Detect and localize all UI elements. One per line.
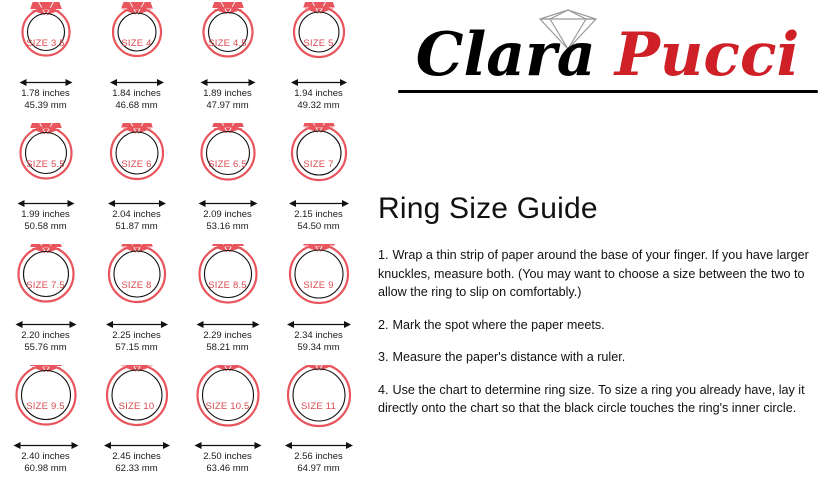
ring-measurements	[273, 88, 364, 111]
ring-size-cell	[273, 121, 364, 242]
ring-illustration	[91, 0, 182, 72]
brand-wordmark	[376, 22, 839, 88]
ring-inches: 1.94 inches	[294, 88, 343, 99]
ring-size-label: SIZE 11	[300, 401, 337, 412]
ring-inches: 2.50 inches	[203, 451, 252, 462]
ring-size-cell	[91, 121, 182, 242]
guide-step-text: Wrap a thin strip of paper around the base of your finger. If you have larger knuckles, measure both. (You may want to choose a size between the two to allow the ring to slip on comfortably.)	[378, 248, 809, 299]
ring-size-cell	[0, 363, 91, 484]
ring-size-label: SIZE 10.5	[205, 401, 250, 412]
ring-measurements	[91, 330, 182, 353]
ring-size-label: SIZE 9	[303, 280, 334, 291]
ring-mm: 54.50 mm	[297, 220, 340, 232]
ring-size-label: SIZE 8.5	[208, 280, 247, 291]
ring-illustration	[182, 121, 273, 193]
ring-illustration	[91, 242, 182, 314]
ring-size-label: SIZE 9.5	[26, 401, 65, 412]
ring-mm: 62.33 mm	[115, 462, 158, 474]
ring-mm: 46.68 mm	[115, 99, 158, 111]
ring-illustration	[182, 363, 273, 435]
ring-illustration	[0, 0, 91, 72]
ring-size-cell	[182, 363, 273, 484]
ring-inches: 2.09 inches	[203, 209, 252, 220]
ring-size-cell	[0, 242, 91, 363]
ring-size-cell	[0, 0, 91, 121]
ring-mm: 50.58 mm	[24, 220, 67, 232]
ring-mm: 53.16 mm	[206, 220, 249, 232]
ring-inches: 2.29 inches	[203, 330, 252, 341]
ring-illustration	[273, 0, 364, 72]
ring-measurements	[182, 330, 273, 353]
guide-step-text: Use the chart to determine ring size. To size a ring you already have, lay it directly onto the chart so that the black circle touches the ring's inner circle.	[378, 382, 805, 415]
ring-inches: 2.15 inches	[294, 209, 343, 220]
ring-inches: 2.45 inches	[112, 451, 161, 462]
ring-size-label: SIZE 4.5	[208, 38, 247, 49]
ring-measurements	[273, 451, 364, 474]
ring-size-cell	[182, 242, 273, 363]
guide-step-number: 2.	[378, 317, 389, 332]
ring-size-cell	[91, 242, 182, 363]
ring-size-label: SIZE 4	[121, 38, 152, 49]
ring-measurements	[182, 88, 273, 111]
guide-step-text: Measure the paper's distance with a ruler.	[392, 350, 626, 364]
ring-size-cell	[273, 363, 364, 484]
ring-mm: 49.32 mm	[297, 99, 340, 111]
ring-inches: 2.56 inches	[294, 451, 343, 462]
ring-mm: 57.15 mm	[115, 341, 158, 353]
guide-step-number: 3.	[378, 350, 389, 364]
page-title: Ring Size Guide	[378, 192, 598, 225]
ring-measurements	[273, 330, 364, 353]
brand-first: Clara	[415, 20, 596, 90]
ring-measurements	[91, 451, 182, 474]
table-row	[0, 121, 366, 242]
ring-mm: 58.21 mm	[206, 341, 249, 353]
ring-illustration	[0, 242, 91, 314]
ring-size-cell	[273, 242, 364, 363]
ring-inches: 2.40 inches	[21, 451, 70, 462]
ring-measurements	[273, 209, 364, 232]
ring-mm: 60.98 mm	[24, 462, 67, 474]
ring-inches: 1.99 inches	[21, 209, 70, 220]
logo-underline	[398, 90, 818, 93]
ring-measurements	[0, 330, 91, 353]
guide-step	[378, 246, 830, 302]
ring-illustration	[273, 242, 364, 314]
ring-inches: 1.84 inches	[112, 88, 161, 99]
guide-step-text: Mark the spot where the paper meets.	[392, 317, 605, 332]
ring-mm: 47.97 mm	[206, 99, 249, 111]
ring-size-cell	[91, 363, 182, 484]
ring-inches: 2.20 inches	[21, 330, 70, 341]
ring-inches: 2.04 inches	[112, 209, 161, 220]
ring-mm: 64.97 mm	[297, 462, 340, 474]
ring-measurements	[0, 209, 91, 232]
ring-inches: 2.25 inches	[112, 330, 161, 341]
ring-size-label: SIZE 10	[118, 401, 155, 412]
brand-logo	[376, 4, 839, 114]
ring-illustration	[273, 363, 364, 435]
ring-size-label: SIZE 8	[121, 280, 152, 291]
ring-size-cell	[91, 0, 182, 121]
ring-measurements	[91, 209, 182, 232]
ring-size-label: SIZE 6	[121, 159, 152, 170]
guide-step	[378, 348, 830, 367]
ring-inches: 2.34 inches	[294, 330, 343, 341]
ring-illustration	[182, 0, 273, 72]
guide-step-number: 4.	[378, 382, 389, 397]
right-panel	[366, 0, 839, 501]
table-row	[0, 0, 366, 121]
ring-illustration	[91, 363, 182, 435]
ring-measurements	[91, 88, 182, 111]
ring-size-label: SIZE 6.5	[208, 159, 247, 170]
guide-step	[378, 381, 830, 418]
ring-size-label: SIZE 5.5	[26, 159, 65, 170]
ring-size-cell	[182, 0, 273, 121]
ring-measurements	[182, 451, 273, 474]
guide-step	[378, 316, 830, 335]
ring-measurements	[0, 451, 91, 474]
ring-illustration	[0, 121, 91, 193]
ring-size-label: SIZE 3.5	[26, 38, 65, 49]
ring-mm: 59.34 mm	[297, 341, 340, 353]
ring-measurements	[182, 209, 273, 232]
ring-illustration	[0, 363, 91, 435]
ring-mm: 45.39 mm	[24, 99, 67, 111]
table-row	[0, 363, 366, 484]
ring-size-label: SIZE 7	[303, 159, 334, 170]
brand-second: Pucci	[614, 20, 800, 90]
ring-size-chart	[0, 0, 366, 501]
ring-mm: 55.76 mm	[24, 341, 67, 353]
ring-size-cell	[273, 0, 364, 121]
ring-mm: 63.46 mm	[206, 462, 249, 474]
ring-mm: 51.87 mm	[115, 220, 158, 232]
ring-illustration	[273, 121, 364, 193]
ring-illustration	[182, 242, 273, 314]
guide-steps	[378, 246, 830, 432]
ring-illustration	[91, 121, 182, 193]
ring-size-label: SIZE 7.5	[26, 280, 65, 291]
ring-size-label: SIZE 5	[303, 38, 334, 49]
ring-measurements	[0, 88, 91, 111]
ring-inches: 1.78 inches	[21, 88, 70, 99]
ring-inches: 1.89 inches	[203, 88, 252, 99]
ring-size-cell	[0, 121, 91, 242]
table-row	[0, 242, 366, 363]
guide-step-number: 1.	[378, 248, 389, 262]
ring-size-cell	[182, 121, 273, 242]
